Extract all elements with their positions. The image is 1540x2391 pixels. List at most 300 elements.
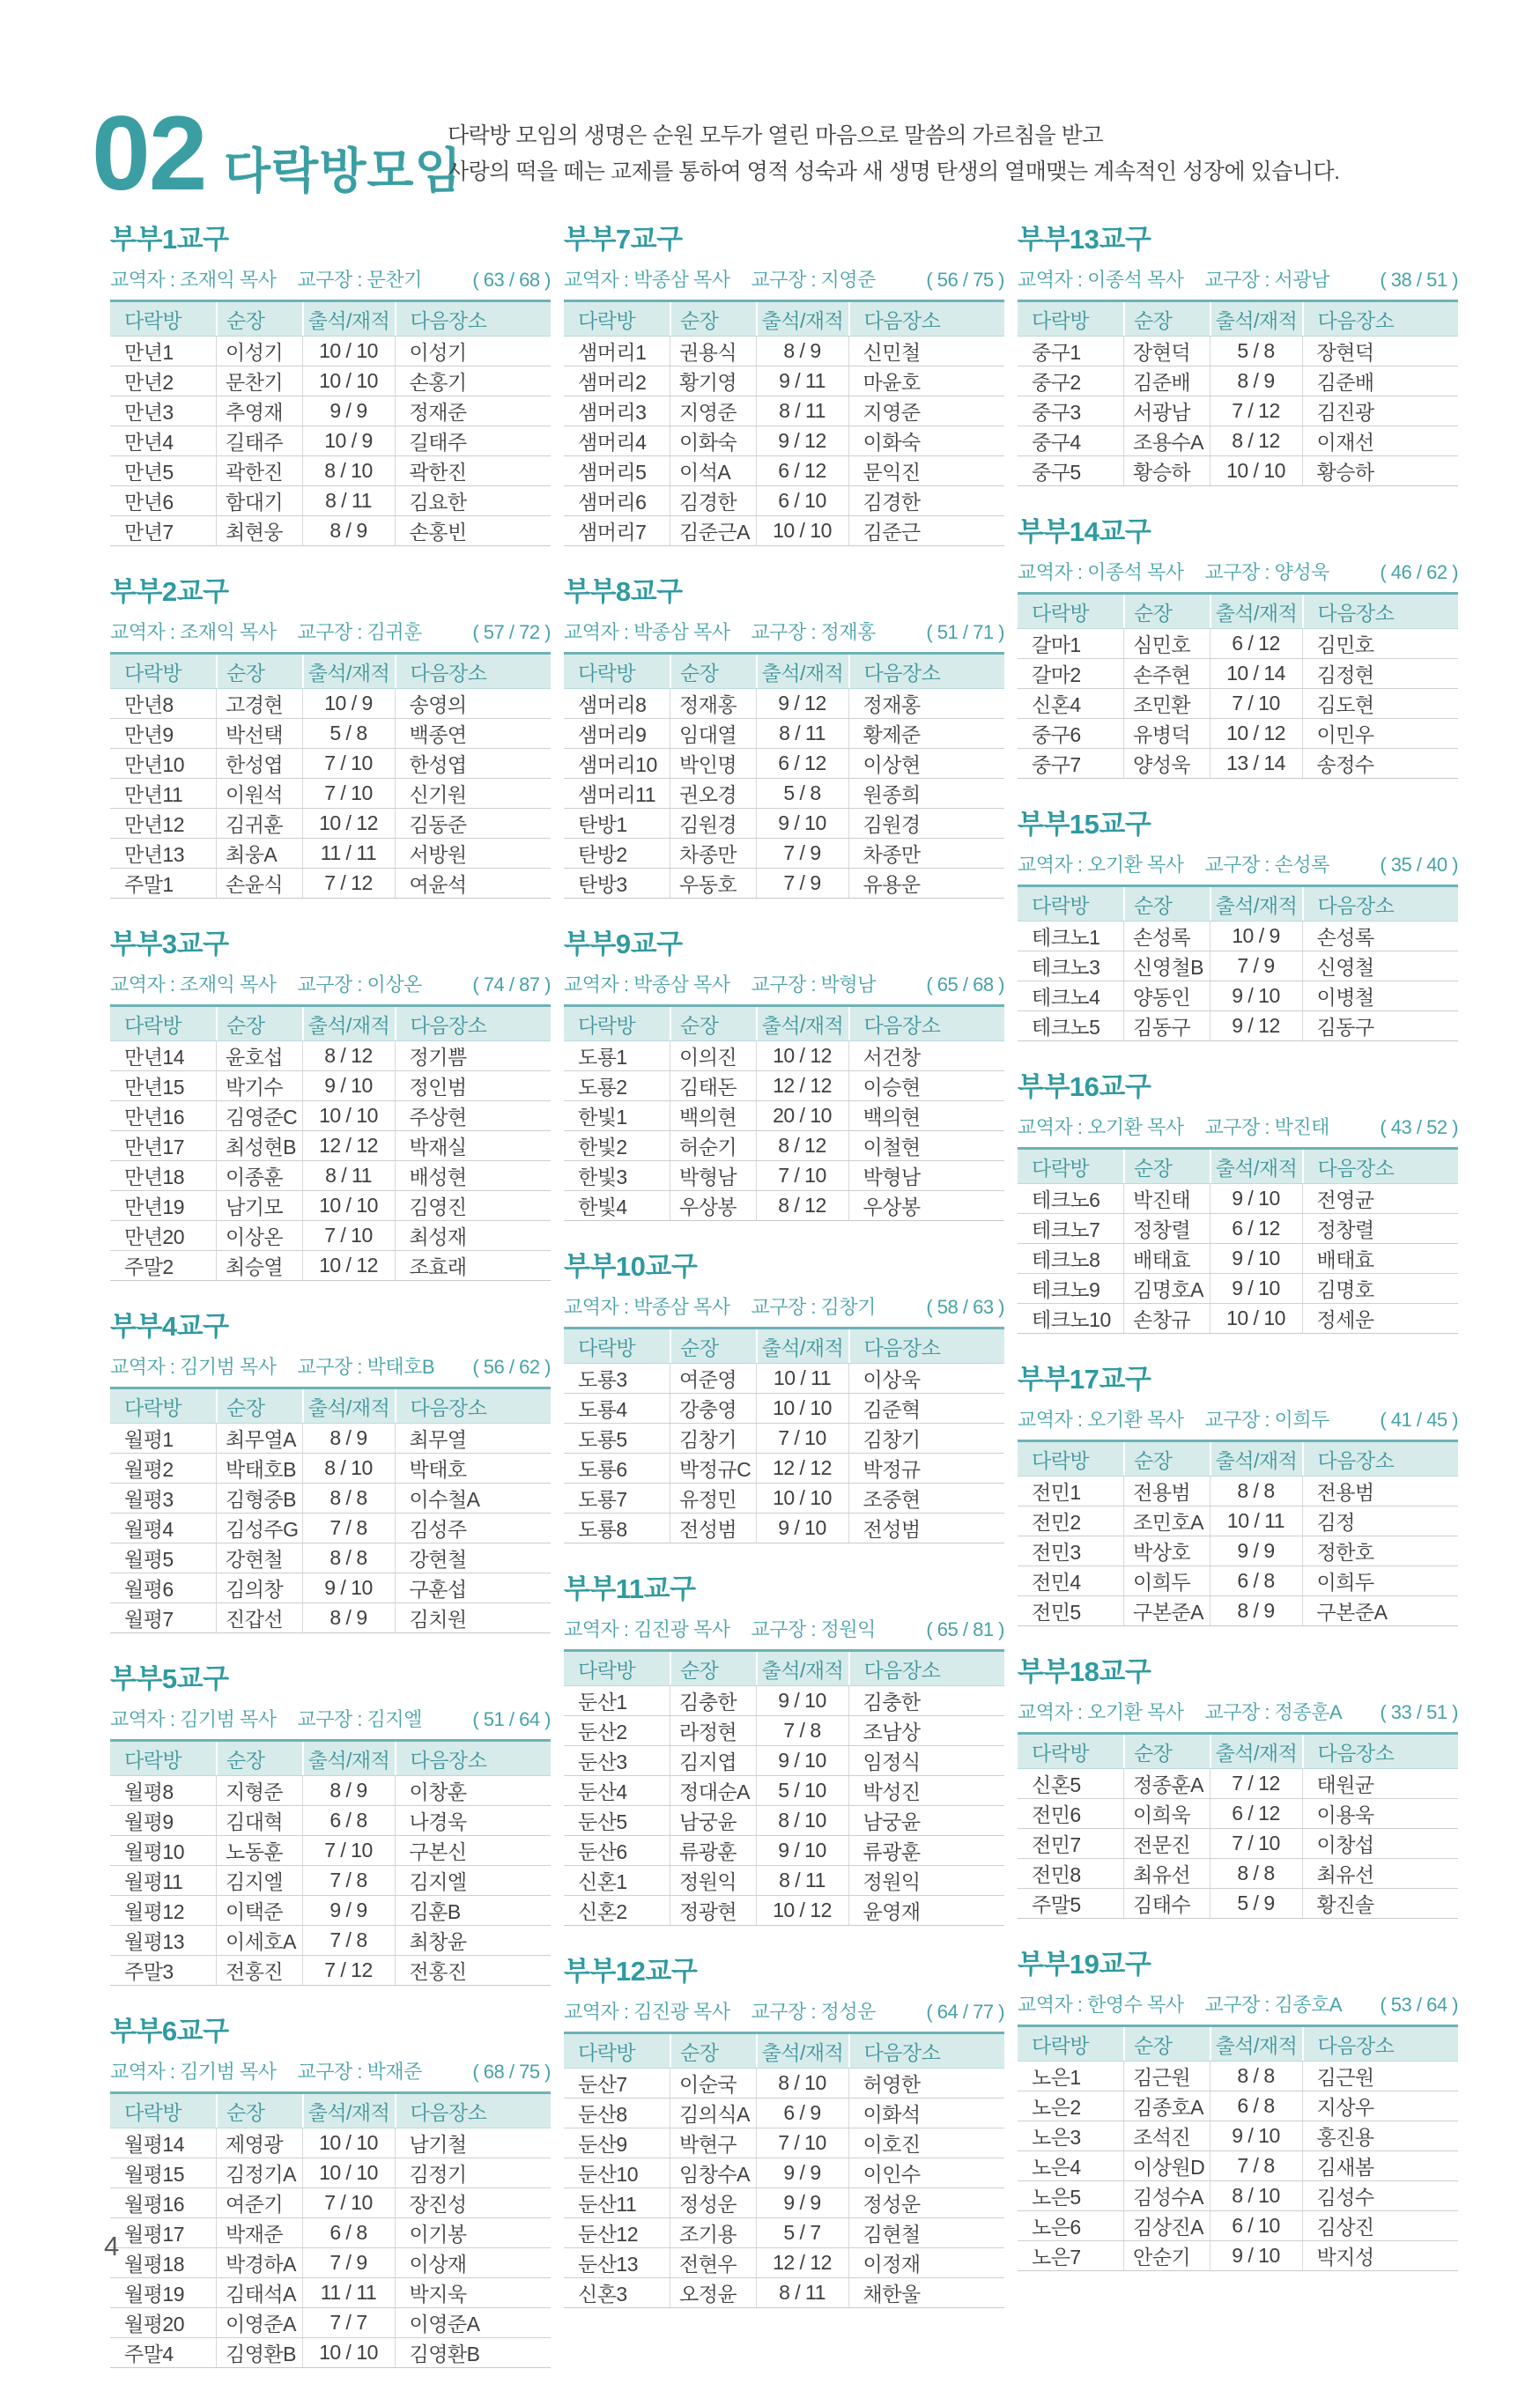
- parish-title: 부부16교구: [1018, 1071, 1151, 1102]
- cell-next-place: 정성운: [848, 2188, 1005, 2217]
- cell-room: 노은6: [1032, 2216, 1081, 2239]
- leader-label: 교구장 : 박재준: [297, 2061, 422, 2083]
- cell-attendance: 8 / 9: [302, 516, 395, 545]
- parish-title: 부부5교구: [110, 1663, 229, 1694]
- cell-leader: 함대기: [216, 486, 302, 515]
- table-row: [1018, 2181, 1458, 2211]
- cell-attendance: 7 / 10: [756, 1161, 848, 1190]
- column-header: 순장: [670, 1329, 756, 1363]
- cell-next-place: 장진성: [395, 2188, 552, 2217]
- cell-next-place: 김요한: [395, 486, 552, 515]
- table-row: [564, 869, 1004, 898]
- cell-room: 둔산10: [578, 2163, 639, 2186]
- cell-next-place: 황승하: [1302, 456, 1459, 485]
- cell-room: 중구3: [1032, 401, 1081, 424]
- table-row: [110, 1041, 551, 1071]
- table-row: [564, 1071, 1004, 1101]
- cell-attendance: 6 / 9: [756, 2099, 848, 2128]
- attendance-summary: ( 38 / 51 ): [1380, 269, 1458, 291]
- cell-attendance: 7 / 8: [756, 1716, 848, 1745]
- parish-table: [564, 1649, 1004, 1926]
- column-header: 순장: [1123, 302, 1210, 336]
- table-row: [564, 2069, 1004, 2099]
- cell-leader: 박인명: [670, 749, 756, 778]
- table-row: [564, 486, 1004, 516]
- column-header: 다음장소: [1302, 887, 1459, 921]
- parish-table: [110, 1387, 551, 1633]
- cell-leader: 신영철B: [1123, 951, 1210, 981]
- cell-attendance: 8 / 10: [302, 456, 395, 485]
- cell-room: 신혼3: [578, 2283, 627, 2306]
- cell-next-place: 이인수: [848, 2158, 1005, 2187]
- cell-leader: 심민호: [1123, 629, 1210, 658]
- cell-next-place: 김훈B: [395, 1896, 552, 1925]
- cell-attendance: 7 / 10: [756, 2128, 848, 2158]
- parish-title: 부부13교구: [1018, 224, 1151, 255]
- cell-leader: 곽한진: [216, 456, 302, 485]
- table-row: [564, 2218, 1004, 2248]
- table-row: [110, 516, 551, 545]
- cell-next-place: 우상봉: [848, 1191, 1005, 1220]
- cell-attendance: 11 / 11: [302, 839, 395, 868]
- column-header: 다음장소: [848, 655, 1005, 688]
- table-row: [110, 1543, 551, 1573]
- cell-next-place: 윤영재: [848, 1896, 1005, 1925]
- attendance-summary: ( 56 / 62 ): [472, 1356, 551, 1378]
- pastor-label: 교역자 : 조재익 목사: [110, 621, 277, 643]
- cell-next-place: 김준근: [848, 516, 1005, 545]
- cell-next-place: 김현철: [848, 2218, 1005, 2247]
- cell-leader: 이세호A: [216, 1926, 302, 1955]
- attendance-summary: ( 65 / 81 ): [926, 1618, 1004, 1640]
- cell-leader: 장현덕: [1123, 337, 1210, 366]
- parish-meta-left: [1018, 1113, 1329, 1140]
- table-row: [1018, 1829, 1458, 1859]
- column-header: 순장: [1123, 2027, 1210, 2061]
- table-row: [110, 2188, 551, 2218]
- cell-next-place: 이창섭: [1302, 1829, 1459, 1858]
- cell-leader: 김준배: [1123, 366, 1210, 396]
- cell-attendance: 10 / 10: [1210, 456, 1302, 485]
- cell-next-place: 김치원: [395, 1603, 552, 1632]
- attendance-summary: ( 53 / 64 ): [1380, 1994, 1458, 2016]
- cell-room: 테크노9: [1032, 1278, 1100, 1301]
- pastor-label: 교역자 : 박종삼 목사: [564, 973, 730, 996]
- pastor-label: 교역자 : 김기범 목사: [110, 1708, 277, 1730]
- table-row: [110, 1161, 551, 1191]
- cell-room: 노은7: [1032, 2246, 1081, 2269]
- cell-attendance: 8 / 12: [756, 1131, 848, 1160]
- cell-leader: 최무열A: [216, 1424, 302, 1453]
- attendance-summary: ( 43 / 52 ): [1380, 1116, 1458, 1138]
- cell-next-place: 김명호: [1302, 1274, 1459, 1303]
- cell-attendance: 8 / 8: [1210, 2062, 1302, 2091]
- cell-leader: 제영광: [216, 2128, 302, 2158]
- cell-leader: 이상원D: [1123, 2151, 1210, 2180]
- parish-meta: [564, 1292, 1004, 1320]
- cell-leader: 이석A: [670, 456, 756, 485]
- cell-attendance: 5 / 8: [302, 719, 395, 748]
- cell-attendance: 6 / 12: [1210, 1799, 1302, 1828]
- cell-attendance: 7 / 10: [302, 1836, 395, 1865]
- cell-leader: 김상진A: [1123, 2211, 1210, 2240]
- column-header: 순장: [216, 655, 302, 688]
- cell-next-place: 박재실: [395, 1131, 552, 1160]
- cell-leader: 김영환B: [216, 2338, 302, 2367]
- cell-room: 전민7: [1032, 1833, 1081, 1856]
- cell-leader: 전성범: [670, 1514, 756, 1543]
- cell-attendance: 9 / 10: [1210, 1184, 1302, 1213]
- cell-leader: 라정현: [670, 1716, 756, 1745]
- column-header: 다음장소: [395, 1742, 552, 1775]
- parish-meta-left: [110, 2057, 422, 2084]
- cell-attendance: 8 / 9: [302, 1424, 395, 1453]
- parish-section: [1018, 802, 1458, 1041]
- column-header: 다락방: [1032, 308, 1090, 332]
- cell-room: 전민5: [1032, 1601, 1081, 1624]
- column-header: 출석/재적: [756, 1007, 848, 1040]
- parish-table: [110, 1739, 551, 1986]
- column-header: 다음장소: [848, 2034, 1005, 2068]
- column-header: 다락방: [578, 1013, 636, 1037]
- cell-next-place: 백종연: [395, 719, 552, 748]
- pastor-label: 교역자 : 김기범 목사: [110, 1356, 277, 1378]
- cell-attendance: 8 / 11: [756, 719, 848, 748]
- cell-attendance: 7 / 9: [1210, 951, 1302, 981]
- cell-attendance: 5 / 7: [756, 2218, 848, 2247]
- cell-leader: 이원석: [216, 779, 302, 808]
- cell-leader: 박경하A: [216, 2248, 302, 2277]
- cell-attendance: 8 / 8: [1210, 1477, 1302, 1506]
- cell-next-place: 배성현: [395, 1161, 552, 1190]
- cell-room: 테크노3: [1032, 956, 1100, 979]
- cell-attendance: 10 / 10: [756, 516, 848, 545]
- cell-attendance: 7 / 8: [302, 1514, 395, 1543]
- cell-attendance: 10 / 10: [302, 1191, 395, 1220]
- table-row: [110, 2308, 551, 2338]
- cell-attendance: 7 / 10: [1210, 1829, 1302, 1858]
- cell-next-place: 여윤석: [395, 869, 552, 898]
- table-row: [110, 1251, 551, 1280]
- leader-label: 교구장 : 김지엘: [297, 1708, 422, 1730]
- column-header: 다음장소: [1302, 2027, 1459, 2061]
- table-row: [564, 1424, 1004, 1454]
- table-row: [110, 2128, 551, 2158]
- cell-attendance: 7 / 9: [756, 839, 848, 868]
- table-header-row: [110, 2094, 551, 2128]
- table-row: [564, 1746, 1004, 1776]
- cell-leader: 조민환: [1123, 689, 1210, 718]
- cell-attendance: 6 / 8: [302, 2218, 395, 2247]
- column-header: 다음장소: [1302, 1442, 1459, 1476]
- cell-room: 월평5: [124, 1548, 174, 1571]
- cell-leader: 강충영: [670, 1394, 756, 1423]
- column-header: 다락방: [1032, 1448, 1090, 1472]
- cell-room: 전민6: [1032, 1803, 1081, 1826]
- cell-attendance: 8 / 10: [756, 2069, 848, 2098]
- cell-attendance: 7 / 10: [302, 2188, 395, 2217]
- parish-meta-left: [110, 265, 422, 292]
- table-row: [1018, 1889, 1458, 1918]
- parish-table: [110, 300, 551, 546]
- pastor-label: 교역자 : 오기환 목사: [1018, 1701, 1184, 1723]
- cell-leader: 이희욱: [1123, 1799, 1210, 1828]
- cell-attendance: 7 / 10: [302, 749, 395, 778]
- cell-next-place: 지영준: [848, 396, 1005, 426]
- cell-attendance: 9 / 9: [756, 2158, 848, 2187]
- cell-next-place: 최무열: [395, 1424, 552, 1453]
- parish-meta: [110, 1352, 551, 1380]
- pastor-label: 교역자 : 박종삼 목사: [564, 621, 730, 643]
- page-number: 4: [104, 2231, 120, 2261]
- cell-next-place: 김정: [1302, 1506, 1459, 1536]
- pastor-label: 교역자 : 오기환 목사: [1018, 1409, 1184, 1431]
- cell-attendance: 12 / 12: [756, 1071, 848, 1100]
- column-header: 다락방: [124, 2100, 182, 2124]
- table-row: [110, 1866, 551, 1896]
- cell-leader: 조용수A: [1123, 426, 1210, 455]
- cell-attendance: 8 / 9: [756, 337, 848, 366]
- parish-meta-left: [110, 618, 422, 645]
- cell-leader: 정창렬: [1123, 1214, 1210, 1243]
- table-row: [564, 366, 1004, 396]
- parish-title: 부부2교구: [110, 576, 229, 607]
- table-row: [110, 1484, 551, 1514]
- parish-title: 부부14교구: [1018, 516, 1151, 547]
- cell-next-place: 정재준: [395, 396, 552, 426]
- parish-title: 부부8교구: [564, 576, 683, 607]
- cell-room: 노은5: [1032, 2186, 1081, 2209]
- parish-section: [564, 1949, 1004, 2308]
- cell-room: 만년6: [124, 491, 174, 514]
- parish-meta-left: [564, 1292, 876, 1320]
- cell-room: 둔산1: [578, 1691, 627, 1714]
- attendance-summary: ( 58 / 63 ): [926, 1296, 1004, 1318]
- parish-meta: [1018, 850, 1458, 877]
- cell-leader: 최웅A: [216, 839, 302, 868]
- leader-label: 교구장 : 박진태: [1204, 1116, 1329, 1138]
- table-row: [564, 1896, 1004, 1925]
- cell-next-place: 이정재: [848, 2248, 1005, 2277]
- cell-leader: 노동훈: [216, 1836, 302, 1865]
- table-row: [564, 2188, 1004, 2218]
- parish-table: [1018, 2025, 1458, 2271]
- cell-room: 테크노6: [1032, 1188, 1100, 1211]
- table-row: [110, 2338, 551, 2367]
- cell-next-place: 이기봉: [395, 2218, 552, 2247]
- table-row: [110, 1514, 551, 1543]
- cell-attendance: 20 / 10: [756, 1101, 848, 1130]
- parish-title: 부부19교구: [1018, 1949, 1151, 1980]
- parish-title: 부부11교구: [564, 1573, 696, 1604]
- cell-next-place: 김진광: [1302, 396, 1459, 426]
- parish-meta: [110, 618, 551, 645]
- leader-label: 교구장 : 손성록: [1204, 854, 1329, 876]
- cell-attendance: 8 / 11: [302, 1161, 395, 1190]
- leader-label: 교구장 : 정종훈A: [1204, 1701, 1342, 1723]
- cell-leader: 유병덕: [1123, 719, 1210, 748]
- cell-room: 월평11: [124, 1870, 183, 1893]
- cell-leader: 이의진: [670, 1041, 756, 1070]
- cell-next-place: 박형남: [848, 1161, 1005, 1190]
- parish-meta: [110, 1705, 551, 1732]
- cell-next-place: 김정기: [395, 2158, 552, 2187]
- cell-leader: 김명호A: [1123, 1274, 1210, 1303]
- cell-leader: 전홍진: [216, 1956, 302, 1985]
- parish-title: 부부4교구: [110, 1311, 229, 1342]
- table-row: [110, 869, 551, 898]
- cell-next-place: 김경한: [848, 486, 1005, 515]
- cell-leader: 권오경: [670, 779, 756, 808]
- cell-attendance: 9 / 11: [756, 366, 848, 396]
- cell-leader: 여준기: [216, 2188, 302, 2217]
- parish-meta-left: [564, 1615, 876, 1642]
- cell-leader: 한성엽: [216, 749, 302, 778]
- leader-label: 교구장 : 김귀훈: [297, 621, 422, 643]
- cell-leader: 김태돈: [670, 1071, 756, 1100]
- cell-room: 둔산4: [578, 1780, 627, 1803]
- parish-meta: [564, 265, 1004, 292]
- parish-section: [110, 922, 551, 1281]
- cell-leader: 김성수A: [1123, 2181, 1210, 2210]
- cell-room: 월평14: [124, 2133, 185, 2156]
- cell-room: 도룡2: [578, 1076, 627, 1099]
- cell-leader: 진갑선: [216, 1603, 302, 1632]
- attendance-summary: ( 64 / 77 ): [926, 2001, 1004, 2023]
- cell-attendance: 7 / 8: [302, 1926, 395, 1955]
- cell-next-place: 박지성: [1302, 2241, 1459, 2270]
- cell-next-place: 이병철: [1302, 981, 1459, 1010]
- column-header: 출석/재적: [1210, 887, 1302, 921]
- cell-room: 주말5: [1032, 1893, 1081, 1916]
- table-row: [1018, 456, 1458, 485]
- cell-room: 월평17: [124, 2223, 185, 2246]
- cell-leader: 임창수A: [670, 2158, 756, 2187]
- parish-table: [1018, 885, 1458, 1041]
- cell-room: 샘머리11: [578, 783, 656, 806]
- parish-meta: [564, 618, 1004, 645]
- table-row: [564, 1484, 1004, 1514]
- cell-next-place: 이호진: [848, 2128, 1005, 2158]
- cell-next-place: 차종만: [848, 839, 1005, 868]
- cell-next-place: 이민우: [1302, 719, 1459, 748]
- table-row: [1018, 2121, 1458, 2151]
- leader-label: 교구장 : 이희두: [1204, 1409, 1329, 1431]
- cell-attendance: 9 / 10: [1210, 2241, 1302, 2270]
- cell-room: 둔산8: [578, 2103, 627, 2126]
- cell-next-place: 전성범: [848, 1514, 1005, 1543]
- column-header: 다음장소: [848, 1329, 1005, 1363]
- parish-meta: [564, 1997, 1004, 2025]
- cell-next-place: 이수철A: [395, 1484, 552, 1513]
- cell-room: 도룡1: [578, 1046, 627, 1069]
- cell-next-place: 이성기: [395, 337, 552, 366]
- parish-section: [564, 1244, 1004, 1543]
- cell-next-place: 남기철: [395, 2128, 552, 2158]
- cell-next-place: 곽한진: [395, 456, 552, 485]
- cell-leader: 이희두: [1123, 1566, 1210, 1595]
- cell-leader: 전문진: [1123, 1829, 1210, 1858]
- table-header-row: [1018, 1735, 1458, 1769]
- table-row: [564, 1131, 1004, 1161]
- cell-next-place: 손홍기: [395, 366, 552, 396]
- cell-leader: 이영준A: [216, 2308, 302, 2337]
- parish-section: [1018, 217, 1458, 486]
- cell-next-place: 마윤호: [848, 366, 1005, 396]
- cell-leader: 이종훈: [216, 1161, 302, 1190]
- cell-leader: 양성욱: [1123, 749, 1210, 778]
- column-header: 출석/재적: [302, 1389, 395, 1423]
- cell-attendance: 9 / 10: [756, 809, 848, 838]
- parish-section: [564, 1566, 1004, 1926]
- table-row: [110, 1191, 551, 1221]
- table-row: [110, 809, 551, 839]
- table-header-row: [564, 1329, 1004, 1364]
- table-header-row: [1018, 2027, 1458, 2062]
- cell-leader: 강현철: [216, 1543, 302, 1573]
- cell-leader: 정종훈A: [1123, 1769, 1210, 1798]
- table-row: [110, 689, 551, 719]
- cell-leader: 정원익: [670, 1866, 756, 1895]
- cell-next-place: 황제준: [848, 719, 1005, 748]
- cell-attendance: 10 / 10: [302, 366, 395, 396]
- table-row: [110, 719, 551, 749]
- cell-room: 만년13: [124, 843, 185, 866]
- table-row: [110, 1956, 551, 1985]
- table-row: [110, 1454, 551, 1484]
- column-header: 순장: [670, 655, 756, 688]
- cell-leader: 이성기: [216, 337, 302, 366]
- table-row: [564, 1394, 1004, 1424]
- table-row: [110, 1926, 551, 1956]
- cell-room: 월평12: [124, 1900, 185, 1923]
- cell-room: 주말1: [124, 873, 174, 896]
- cell-attendance: 8 / 10: [1210, 2181, 1302, 2210]
- cell-next-place: 주상현: [395, 1101, 552, 1130]
- table-row: [110, 1424, 551, 1454]
- column-header: 출석/재적: [1210, 2027, 1302, 2061]
- parish-meta: [110, 2057, 551, 2084]
- cell-attendance: 8 / 11: [756, 1866, 848, 1895]
- cell-leader: 최현웅: [216, 516, 302, 545]
- table-row: [1018, 1769, 1458, 1799]
- column-header: 다음장소: [1302, 1150, 1459, 1183]
- cell-room: 신혼2: [578, 1900, 627, 1923]
- column-header: 순장: [1123, 1735, 1210, 1768]
- cell-leader: 김준근A: [670, 516, 756, 545]
- cell-attendance: 9 / 12: [756, 426, 848, 455]
- section-number: 02: [92, 94, 206, 212]
- parish-table: [110, 1004, 551, 1281]
- cell-next-place: 조남상: [848, 1716, 1005, 1745]
- cell-next-place: 전용범: [1302, 1477, 1459, 1506]
- table-row: [1018, 426, 1458, 456]
- leader-label: 교구장 : 서광남: [1204, 269, 1329, 291]
- cell-room: 둔산7: [578, 2073, 627, 2096]
- table-row: [564, 1101, 1004, 1131]
- cell-attendance: 10 / 12: [302, 1251, 395, 1280]
- cell-attendance: 9 / 10: [302, 1071, 395, 1100]
- parish-section: [564, 217, 1004, 546]
- cell-attendance: 7 / 10: [302, 1221, 395, 1250]
- cell-next-place: 한성엽: [395, 749, 552, 778]
- cell-attendance: 9 / 9: [302, 396, 395, 426]
- table-row: [1018, 1274, 1458, 1304]
- table-header-row: [564, 1652, 1004, 1686]
- column-header: 출석/재적: [302, 655, 395, 688]
- parish-table: [1018, 1440, 1458, 1626]
- parish-section: [110, 217, 551, 546]
